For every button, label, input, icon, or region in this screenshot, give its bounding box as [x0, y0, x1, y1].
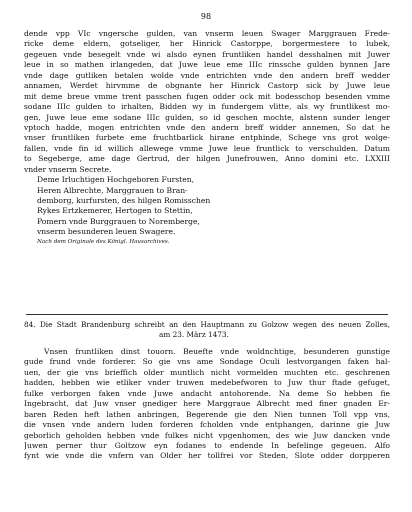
- text-line: leue in so mathen irlangeden, dat Juwe leue eme IIIc rinssche gulden bynnen Jare: [24, 60, 390, 70]
- text-line: Vnsen fruntliken dinst touorn. Beuefte vnde woldnchtige, besunderen gunstige: [44, 347, 390, 356]
- address-line: Deme Irluchtigen Hochgeboren Fursten,: [37, 175, 195, 185]
- address-line: Rykes Ertzkemerer, Hertogen to Stettin,: [37, 206, 193, 216]
- heading-line: 84. Die Stadt Brandenburg schreibt an den Hauptmann zu Golzow wegen des neuen Zolles,: [24, 320, 390, 329]
- text-line: annamen, Werdet hirvmme de obgnante her Hinrick Castorp sick by Juwe leue: [24, 81, 390, 91]
- text-line: vnde dage gutliken betalen wolde vnde entrichten vnde den andern breff wedder: [24, 70, 390, 80]
- text-line: gude frund vnde forderer. So gie vns ame Sondage Oculi lestvorgangen faken hal-: [24, 357, 390, 367]
- text-line: die vnsen vnde andern luden forderen fcholden vnde entphangen, darinne gie Juw: [24, 420, 390, 430]
- heading-date: am 23. März 1473.: [159, 330, 229, 340]
- text-line: fulke verborgen faken vnde Juwe andacht antohorende. Na deme So hebben fie: [24, 388, 390, 398]
- text-line: to Segeberge, ame dage Gertrud, der hilgen Junefrouwen, Anno domini etc. LXXIII: [24, 154, 390, 164]
- text-line: vnder vnserm Secrete.: [24, 164, 112, 174]
- text-line: mit deme breue vmme trent passchen fugen odder ock mit bodesschop besenden vmme: [24, 91, 390, 101]
- text-line: dende vpp VIc vngersche gulden, van vnserm leuen Swager Marggrauen Frede-: [24, 29, 390, 38]
- address-line: vnserm besunderen leuen Swagere.: [37, 227, 176, 237]
- text-line: Ingebracht, dat Juw vnser gnediger here Marggraue Albrecht med finer gnaden Er-: [24, 399, 390, 409]
- section-divider: [26, 314, 388, 315]
- text-line: hadden, hebben wie etliker vnder truwen medebefworen to Juw thur ftade gefuget,: [24, 378, 390, 388]
- text-line: fynt wie vnde die vnfern van Older her tollfrei vor Steden, Slote odder dorpperen: [24, 451, 390, 461]
- text-line: uen, der gie vns brieffich older muntlich nicht vormelden muchten etc. geschrenen: [24, 367, 390, 377]
- address-block: [24, 175, 390, 237]
- text-line: vnser fruntliken furbete eme fruchtbarlick hirane entphinde, Schege vns grot wolge-: [24, 133, 390, 143]
- address-line: Pomern vnde Burggrauen to Noremberge,: [37, 216, 200, 226]
- document-83-body: [24, 29, 390, 245]
- text-line: gen, Juwe leue eme sodane IIIc gulden, so id geschen mochte, alstenn sunder lenger: [24, 112, 390, 122]
- text-line: sodane IIIc gulden to irhalten, Bidden wy in fundergem vlitte, als wy fruntlikest mo-: [24, 102, 390, 112]
- text-line: gegeuen vnde besegelt vnde wi alsdo eynen fruntliken handel desshalnen mit Juwer: [24, 49, 390, 59]
- address-line: demborg, kurfursten, des hilgen Romisschen: [37, 195, 211, 205]
- document-84-body: [24, 347, 390, 462]
- text-line: geborlich geholden hebben vnde fulkes nicht vpgenhomen, des wie Juw dancken vnde: [24, 430, 390, 440]
- page-number: 98: [200, 12, 212, 21]
- document-84-heading: [24, 320, 390, 341]
- address-line: Heren Albrechte, Marggrauen to Bran-: [37, 185, 188, 195]
- text-line: baren Reden heft lathen anbringen, Begerende gie den Nien tunnen Toll vpp vns,: [24, 409, 390, 419]
- text-line: Juwen perner thur Goltzow eyn fodanes to endende In befelinge gegeuen. Alfo: [24, 440, 390, 450]
- text-line: vptoch hadde, mogen entrichten vnde den andern breff widder annemen, So dat he: [24, 122, 390, 132]
- text-line: ricke deme eldern, gotseliger, her Hinrick Castorppe, borgermestere to lubek,: [24, 39, 390, 49]
- source-note: Nach dem Originale des Königl. Hausarchives.: [37, 239, 170, 246]
- text-line: fallen, vnde fin id willich allewege vmme Juwe leue fruntlick to verschulden. Datum: [24, 143, 390, 153]
